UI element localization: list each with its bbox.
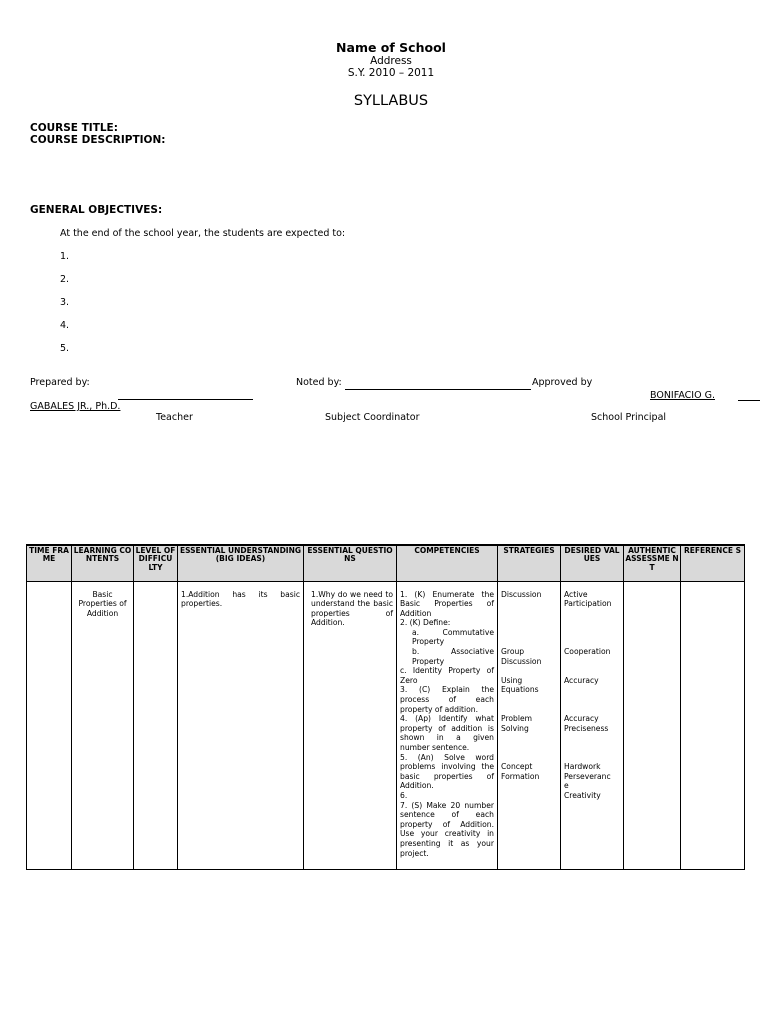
strategy-item: Group	[501, 647, 525, 657]
strategy-item: Discussion	[501, 589, 542, 599]
cell-essential-questions	[304, 581, 397, 869]
teacher-role: Teacher	[156, 412, 193, 423]
principal-role: School Principal	[591, 412, 667, 423]
table-header-row	[27, 545, 745, 581]
principal-name-underline	[738, 400, 760, 401]
school-name: Name of School	[336, 40, 446, 55]
coordinator-role: Subject Coordinator	[325, 412, 420, 423]
document-title: SYLLABUS	[353, 93, 429, 109]
competency-item: 5. (An) Solve word problems involving the basic properties of Addition.	[400, 752, 494, 791]
table-row	[27, 581, 745, 869]
header-level-of-difficulty: LEVEL OF DIFFICU LTY	[134, 545, 178, 581]
header-essential-questions: ESSENTIAL QUESTIONS	[304, 545, 397, 581]
objectives-intro: At the end of the school year, the students are expected to:	[60, 228, 346, 239]
principal-name-part1: BONIFACIO G.	[650, 390, 715, 401]
value-item: Hardwork	[564, 762, 601, 772]
syllabus-table	[26, 544, 745, 870]
cell-desired-values	[561, 581, 624, 869]
principal-name-part2: GABALES JR., Ph.D.	[30, 401, 121, 412]
header-desired-values: DESIRED VALUES	[561, 545, 624, 581]
header-strategies: STRATEGIES	[498, 545, 561, 581]
objective-item-3: 3.	[60, 297, 70, 308]
header-competencies: COMPETENCIES	[397, 545, 498, 581]
strategy-item: Problem	[501, 714, 533, 724]
strategy-item: Formation	[501, 771, 540, 781]
cell-references	[681, 581, 745, 869]
objective-item-2: 2.	[60, 274, 70, 285]
competency-item: b. Associative Property	[412, 647, 494, 666]
value-item: Participation	[564, 599, 612, 609]
objective-item-5: 5.	[60, 343, 70, 354]
objective-item-1: 1.	[60, 251, 70, 262]
general-objectives-label: GENERAL OBJECTIVES:	[30, 204, 163, 216]
cell-essential-understanding	[178, 581, 304, 869]
competency-item: 6.	[400, 790, 408, 800]
competency-item: 7. (S) Make 20 number sentence of each property of Addition. Use your creativity in presenting it as your project.	[400, 800, 494, 858]
competency-item: 4. (Ap) Identify what property of addition is shown in a given number sentence.	[400, 714, 494, 752]
strategy-item: Concept	[501, 762, 533, 772]
cell-level-of-difficulty	[134, 581, 178, 869]
header-learning-contents: LEARNING CONTENTS	[72, 545, 134, 581]
value-item: Accuracy	[564, 675, 599, 685]
competency-item: 1. (K) Enumerate the Basic Properties of Addition	[400, 589, 494, 618]
cell-learning-contents: Basic Properties of Addition	[72, 581, 134, 869]
competency-item: 3. (C) Explain the process of each property of addition.	[400, 685, 494, 714]
strategy-item: Using	[501, 675, 523, 685]
competency-item: 2. (K) Define:	[400, 618, 451, 628]
cell-authentic-assessment	[624, 581, 681, 869]
noted-by-label: Noted by:	[296, 377, 342, 388]
strategy-item: Discussion	[501, 656, 542, 666]
question-text: 1.Why do we need to understand the basic properties of Addition.	[311, 589, 393, 628]
school-address: Address	[370, 55, 412, 67]
course-description-label: COURSE DESCRIPTION:	[30, 134, 166, 146]
cell-competencies	[397, 581, 498, 869]
value-item: Perseveranc	[564, 771, 611, 781]
cell-time-frame	[27, 581, 72, 869]
value-item: Accuracy	[564, 714, 599, 724]
header-time-frame: TIME FRAME	[27, 545, 72, 581]
understanding-text: 1.Addition has its basic properties.	[181, 589, 300, 609]
value-item: Active	[564, 589, 588, 599]
header-essential-understanding: ESSENTIAL UNDERSTANDING (BIG IDEAS)	[178, 545, 304, 581]
header-references: REFERENCE S	[681, 545, 745, 581]
approved-by-label: Approved by	[532, 377, 593, 388]
competency-item: a. Commutative Property	[412, 627, 494, 647]
strategy-item: Solving	[501, 723, 529, 733]
cell-strategies	[498, 581, 561, 869]
school-year: S.Y. 2010 – 2011	[347, 67, 435, 79]
value-item: e	[564, 781, 569, 791]
noted-signature-line	[345, 389, 531, 390]
header-authentic-assessment: AUTHENTIC ASSESSME NT	[624, 545, 681, 581]
value-item: Creativity	[564, 791, 601, 801]
course-title-label: COURSE TITLE:	[30, 122, 118, 134]
objective-item-4: 4.	[60, 320, 70, 331]
value-item: Cooperation	[564, 647, 611, 657]
prepared-signature-line	[118, 399, 253, 400]
prepared-by-label: Prepared by:	[30, 377, 90, 388]
value-item: Preciseness	[564, 723, 609, 733]
strategy-item: Equations	[501, 685, 539, 695]
competency-item: c. Identity Property of Zero	[400, 666, 494, 685]
